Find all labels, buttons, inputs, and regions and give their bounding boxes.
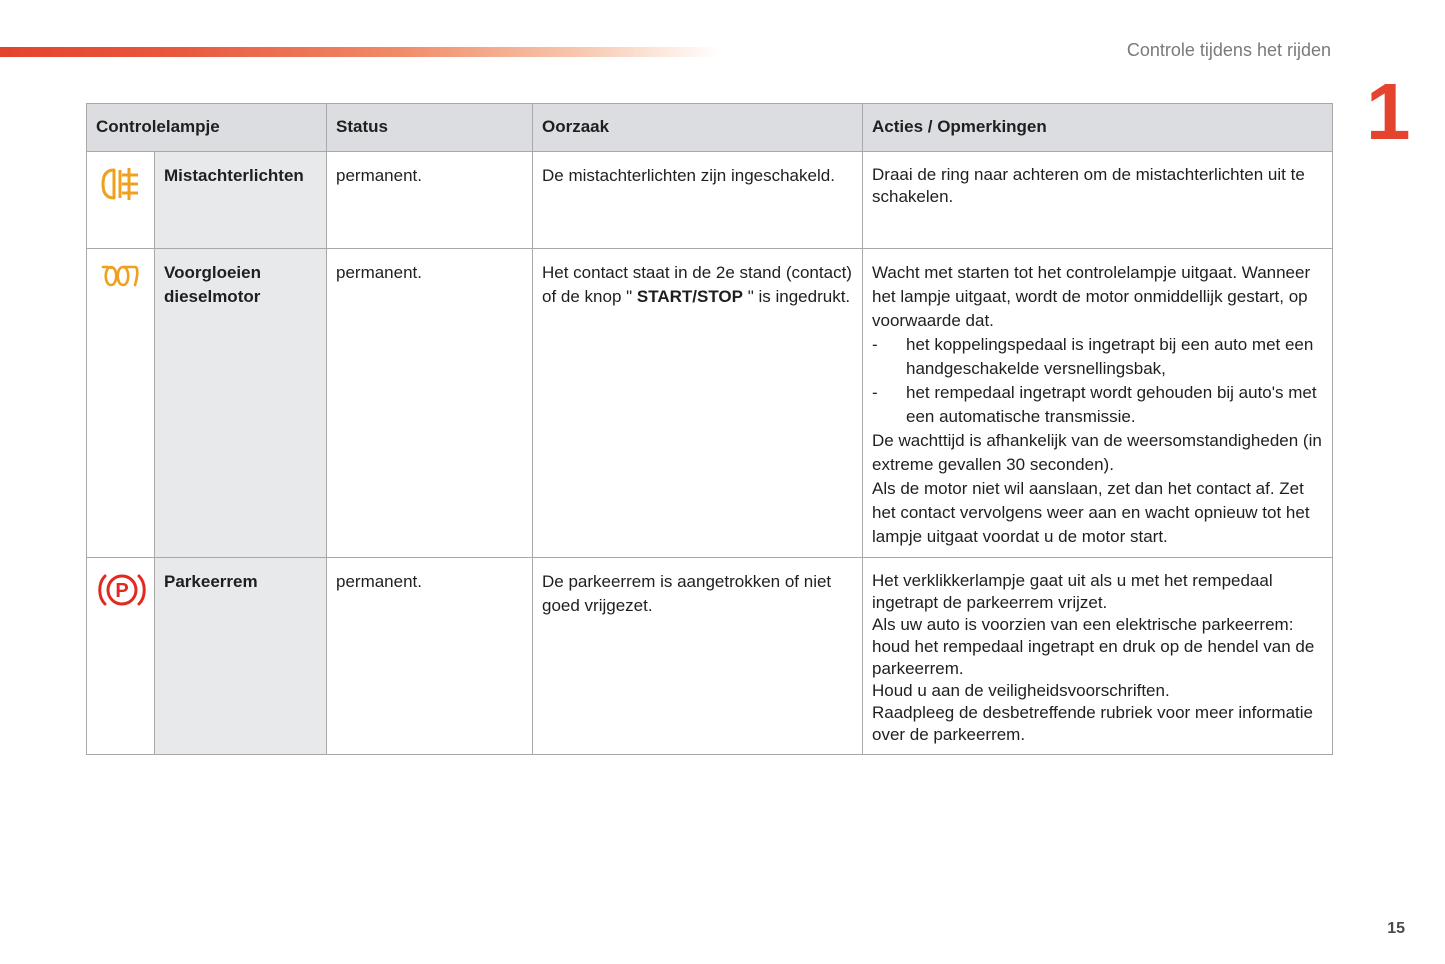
column-header-indicator: Controlelampje [87,104,327,152]
parking-brake-letter: P [115,580,129,602]
actions-cell [863,152,1333,249]
chapter-number: 1 [1366,67,1411,156]
bullet-text: het rempedaal ingetrapt wordt gehouden bij auto's met een automatische transmissie. [906,383,1317,426]
status-cell: permanent. [327,558,533,755]
table-header-row [87,104,1333,152]
icon-cell [87,249,155,558]
indicator-name: Voorgloeien dieselmotor [155,249,327,558]
warning-lights-table [86,103,1333,755]
status-cell: permanent. [327,152,533,249]
cause-text-pre: Het contact staat in de 2e stand (contact) of de knop " [542,263,852,306]
section-title: Controle tijdens het rijden [1126,40,1331,60]
page-number: 15 [1387,920,1405,937]
table-row [87,249,1333,558]
actions-cell [863,249,1333,558]
bullet-text: het koppelingspedaal is ingetrapt bij een auto met een handgeschakelde versnellingsbak, [906,335,1314,378]
bullet-dash: - [872,383,878,402]
cause-cell [533,249,863,558]
status-cell: permanent. [327,249,533,558]
actions-intro: Wacht met starten tot het controlelampje uitgaat. Wanneer het lampje uitgaat, wordt de motor onmiddellijk gestart, op voorwaarde dat. [872,263,1311,330]
glow-plug-icon [101,261,141,291]
list-item [872,333,1323,381]
actions-paragraph: Als de motor niet wil aanslaan, zet dan het contact af. Zet het contact vervolgens weer aan en wacht opnieuw tot het lampje uitgaat voordat u de motor start. [872,479,1310,546]
table-row [87,558,1333,755]
actions-paragraph: Houd u aan de veiligheidsvoorschriften. [872,681,1170,700]
indicator-name: Mistachterlichten [155,152,327,249]
icon-cell [87,152,155,249]
cause-cell: De parkeerrem is aangetrokken of niet goed vrijgezet. [533,558,863,755]
column-header-actions: Acties / Opmerkingen [863,104,1333,152]
rear-fog-light-icon [98,164,144,204]
actions-paragraph: Als uw auto is voorzien van een elektrische parkeerrem: houd het rempedaal ingetrapt en druk op de hendel van de parkeerrem. [872,615,1315,678]
table-row [87,152,1333,249]
actions-cell [863,558,1333,755]
actions-paragraph: Raadpleeg de desbetreffende rubriek voor meer informatie over de parkeerrem. [872,703,1314,744]
icon-cell [87,558,155,755]
start-stop-label: START/STOP [636,287,743,306]
column-header-cause: Oorzaak [533,104,863,152]
actions-paragraph: Het verklikkerlampje gaat uit als u met het rempedaal ingetrapt de parkeerrem vrijzet. [872,571,1273,612]
column-header-status: Status [327,104,533,152]
header-accent-bar [0,47,720,57]
bullet-dash: - [872,335,878,354]
actions-paragraph: De wachttijd is afhankelijk van de weersomstandigheden (in extreme gevallen 30 seconden). [872,431,1322,474]
indicator-name: Parkeerrem [155,558,327,755]
parking-brake-icon [96,570,148,610]
cause-text-post: " is ingedrukt. [747,287,851,306]
actions-text: Draai de ring naar achteren om de mistachterlichten uit te schakelen. [872,165,1305,206]
cause-cell: De mistachterlichten zijn ingeschakeld. [533,152,863,249]
list-item [872,381,1323,429]
